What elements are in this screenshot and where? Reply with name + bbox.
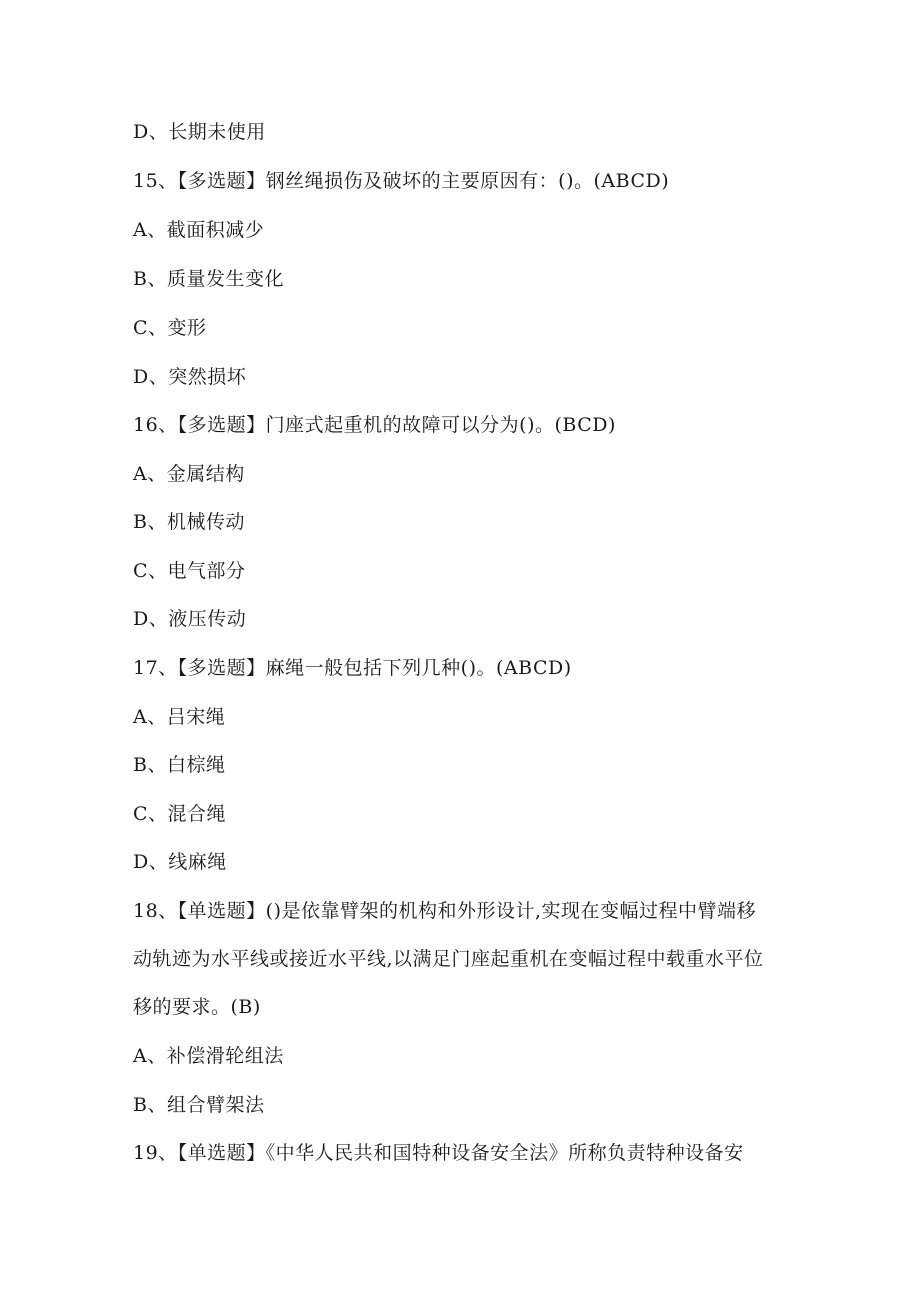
option-18-a: A、补偿滑轮组法 <box>133 1045 284 1067</box>
option-15-b: B、质量发生变化 <box>133 268 284 290</box>
question-17: 17、【多选题】麻绳一般包括下列几种()。(ABCD) <box>133 657 572 679</box>
option-15-c: C、变形 <box>133 317 207 339</box>
option-17-b: B、白棕绳 <box>133 754 226 776</box>
question-16: 16、【多选题】门座式起重机的故障可以分为()。(BCD) <box>133 414 616 436</box>
option-17-a: A、吕宋绳 <box>133 706 226 728</box>
question-18-line-2: 动轨迹为水平线或接近水平线,以满足门座起重机在变幅过程中载重水平位 <box>133 948 764 970</box>
question-18-line-1: 18、【单选题】()是依靠臂架的机构和外形设计,实现在变幅过程中臂端移 <box>133 900 757 922</box>
option-16-a: A、金属结构 <box>133 463 245 485</box>
option-17-c: C、混合绳 <box>133 803 227 825</box>
question-18-line-3: 移的要求。(B) <box>133 996 261 1018</box>
option-16-c: C、电气部分 <box>133 560 246 582</box>
option-15-a: A、截面积减少 <box>133 219 265 241</box>
question-19: 19、【单选题】《中华人民共和国特种设备安全法》所称负责特种设备安 <box>133 1142 744 1164</box>
option-17-d: D、线麻绳 <box>133 851 227 873</box>
option-15-d: D、突然损坏 <box>133 366 247 388</box>
option-16-d: D、液压传动 <box>133 608 247 630</box>
option-18-b: B、组合臂架法 <box>133 1094 265 1116</box>
option-16-b: B、机械传动 <box>133 511 245 533</box>
option-14-d: D、长期未使用 <box>133 121 266 143</box>
question-15: 15、【多选题】钢丝绳损伤及破坏的主要原因有：()。(ABCD) <box>133 170 670 192</box>
